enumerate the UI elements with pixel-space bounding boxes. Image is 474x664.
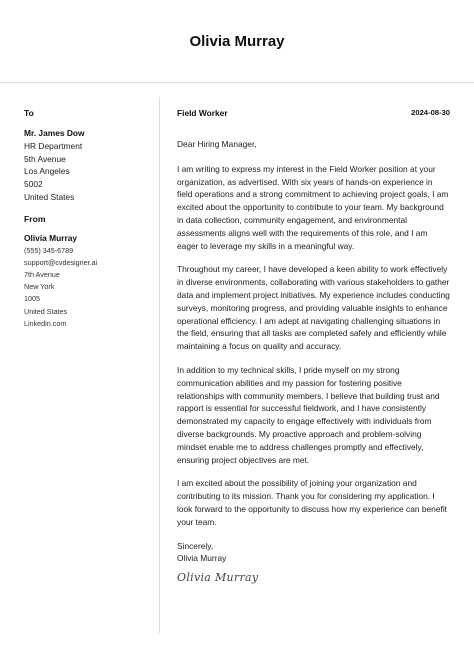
document-header <box>0 0 474 83</box>
paragraph: In addition to my technical skills, I pride myself on my strong communication abilities and my passion for fostering positive relationships with community members. I believe that building trust and rapport is essential for successful fieldwork, and I have consistently demonstrated my capacity to engage effectively with individuals from diverse backgrounds. My proactive approach and problem-solving mindset enable me to address challenges promptly and effectively, ensuring project objectives are met. <box>177 364 440 465</box>
from-heading: From <box>24 213 46 224</box>
paragraph: I am writing to express my interest in the Field Worker position at your organization, as advertised. With six years of hands-on experience in field operations and a strong commitment to achieving project goals, I am excited about the opportunity to contribute to your team. My background in data collection, community engagement, and environmental assessments aligns well with the requirements of this role, and I am eager to leverage my skills in a meaningful way. <box>177 163 449 251</box>
sender-email[interactable]: support@cvdesigner.ai <box>24 257 98 267</box>
sender-block <box>24 232 152 330</box>
letter-header-row <box>177 107 450 119</box>
applicant-name-title: Olivia Murray <box>189 33 285 50</box>
recipient-block <box>24 127 152 204</box>
recipient-line: 5002 <box>24 179 43 190</box>
column-divider <box>159 97 160 633</box>
paragraph: I am excited about the possibility of joining your organization and contributing to its mission. Thank you for considering my application. I look forward to the opportunity to discuss how my experience can benefit your team. <box>177 478 448 527</box>
sender-city: New York <box>24 282 55 292</box>
contact-sidebar <box>24 107 152 330</box>
paragraph: Throughout my career, I have developed a keen ability to work effectively in diverse environments, collaborating with various stakeholders to gather data and implement project initiatives. My experience includes conducting surveys, monitoring progress, and providing valuable insights to enhance operational efficiency. I am adept at navigating challenging situations in the field, ensuring that all tasks are completed safely and efficiently while maintaining a focus on quality and accuracy. <box>177 264 450 352</box>
sender-street: 7th Avenue <box>24 269 60 279</box>
sender-phone: (555) 345-6789 <box>24 245 74 255</box>
recipient-line: United States <box>24 191 75 202</box>
job-title: Field Worker <box>177 108 228 118</box>
closing-name: Olivia Murray <box>177 553 227 564</box>
sender-postcode: 1005 <box>24 294 40 304</box>
closing-block <box>177 540 450 566</box>
closing: Sincerely, <box>177 540 214 551</box>
header-divider <box>0 82 474 83</box>
letter-date: 2024-08-30 <box>411 108 450 117</box>
to-heading: To <box>24 108 34 118</box>
sender-linkedin-link[interactable]: Linkedin.com <box>24 318 67 328</box>
recipient-line: Los Angeles <box>24 166 70 177</box>
sender-name: Olivia Murray <box>24 232 78 243</box>
greeting: Dear Hiring Manager, <box>177 139 257 149</box>
recipient-line: HR Department <box>24 140 83 151</box>
signature: Olivia Murray <box>177 571 259 585</box>
letter-body <box>177 107 450 584</box>
recipient-line: 5th Avenue <box>24 153 66 164</box>
sender-country: United States <box>24 306 68 316</box>
recipient-name: Mr. James Dow <box>24 128 85 138</box>
